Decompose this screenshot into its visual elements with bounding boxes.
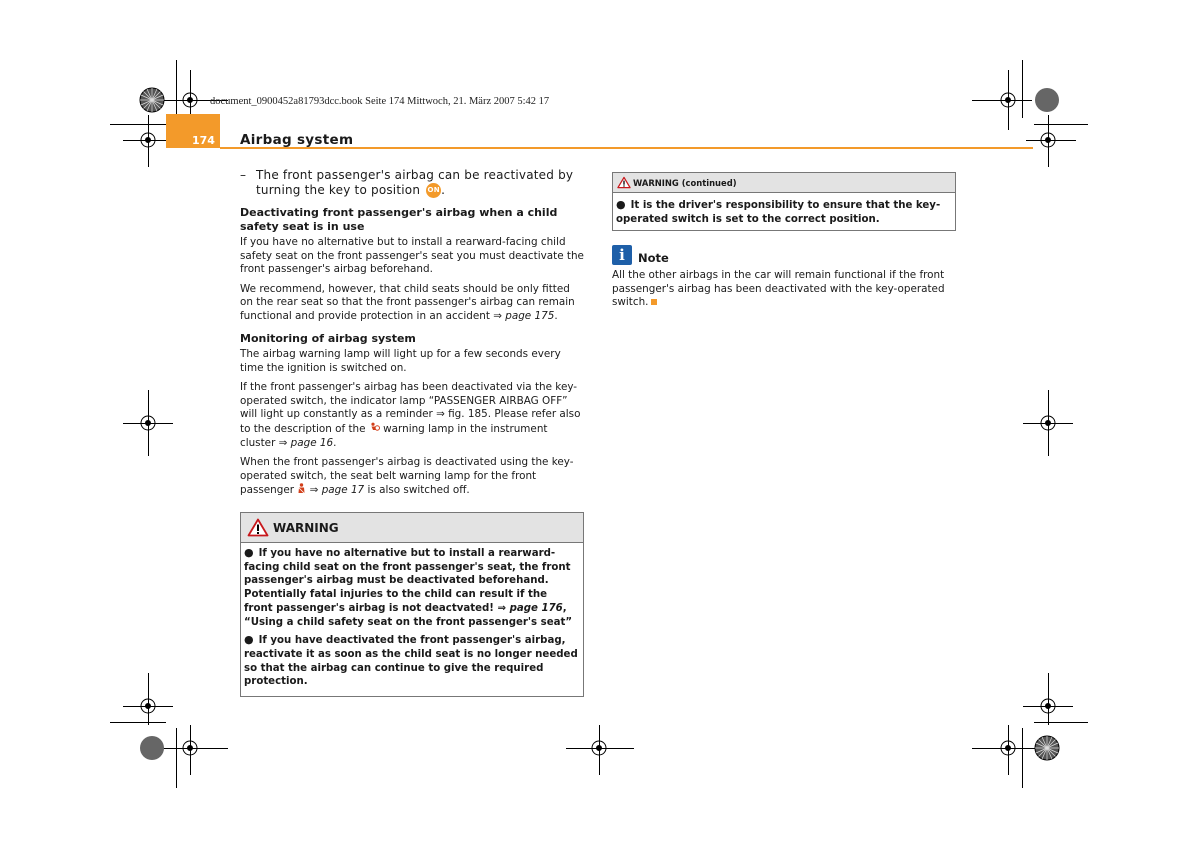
info-icon: i	[612, 245, 632, 265]
note-text	[612, 269, 956, 310]
paragraph	[240, 456, 584, 498]
paragraph-end: is also switched off.	[367, 484, 470, 497]
warning-continued-label: WARNING (continued)	[633, 178, 737, 188]
page-reference-link[interactable]: page 16	[290, 436, 334, 449]
warning-text: If you have deactivated the front passenger's airbag, reactivate it as soon as the child seat is no longer needed so that the airbag can continue to give the required protection.	[244, 635, 578, 688]
registration-mark-icon	[1001, 93, 1015, 107]
registration-mark-icon	[1041, 699, 1055, 713]
color-wheel-icon	[1035, 88, 1059, 112]
registration-mark-icon	[592, 741, 606, 755]
registration-mark-icon	[141, 133, 155, 147]
registration-mark-icon	[1041, 133, 1055, 147]
paragraph	[240, 283, 584, 324]
page-reference-link[interactable]: page 17	[321, 484, 365, 497]
paragraph-text: We recommend, however, that child seats should be only fitted on the rear seat so that the front passenger's airbag can remain functional and provide protection in an accident ⇒	[240, 282, 575, 322]
warning-continued-box	[612, 172, 956, 231]
registration-mark-icon	[141, 416, 155, 430]
paragraph-text: ⇒	[309, 484, 319, 497]
paragraph	[240, 381, 584, 450]
warning-text: If you have no alternative but to install a rearward-facing child seat on the front passenger's seat, the front passenger's airbag must be deactivated beforehand. Potentially fatal injuries to the child can result if the front passenger's airbag is not deactvated! ⇒	[244, 548, 571, 614]
warning-item	[244, 546, 579, 629]
warning-continued-body	[613, 193, 955, 230]
note-paragraph: All the other airbags in the car will remain functional if the front passenger's airbag has been deactivated with the key-operated switch.	[612, 269, 945, 309]
warning-item	[616, 198, 952, 226]
warning-header	[241, 513, 583, 543]
page-reference-link[interactable]: page 175	[505, 309, 555, 322]
warning-text-end: , “Using a child safety seat on the front passenger's seat”	[244, 602, 573, 628]
paragraph-end: .	[333, 436, 337, 449]
list-dash: –	[240, 168, 247, 182]
file-info: document_0900452a81793dcc.book Seite 174 Mittwoch, 21. März 2007 5:42 17	[210, 96, 550, 107]
color-wheel-icon	[140, 88, 164, 112]
left-column	[240, 168, 584, 697]
airbag-warning-icon	[369, 422, 380, 433]
registration-mark-icon	[1041, 416, 1055, 430]
paragraph-end: .	[554, 309, 558, 322]
warning-triangle-icon	[247, 518, 269, 537]
registration-mark-icon	[183, 741, 197, 755]
warning-label: WARNING	[273, 521, 339, 535]
color-wheel-icon	[1035, 736, 1059, 760]
heading-deactivating: Deactivating front passenger's airbag when a child safety seat is in use	[240, 206, 558, 233]
paragraph-text: If the front passenger's airbag has been deactivated via the key-operated switch, the indicator lamp “PASSENGER AIRBAG OFF” will light up constantly as a reminder ⇒ fig. 185. Please refer also to the description of the	[240, 381, 581, 436]
paragraph-text: When the front passenger's airbag is deactivated using the key-operated switch, the seat belt warning lamp for the front passenger	[240, 456, 574, 497]
paragraph: If you have no alternative but to install a rearward-facing child safety seat on the front passenger's seat you must deactivate the front passenger's airbag beforehand.	[240, 236, 584, 276]
end-marker-icon	[651, 299, 657, 305]
right-column	[612, 172, 956, 310]
note-label: Note	[638, 251, 669, 266]
bullet: ●	[244, 546, 254, 559]
list-item-end: .	[441, 183, 446, 197]
on-key-icon: ON	[426, 183, 441, 198]
list-item	[240, 168, 584, 198]
list-item-text: The front passenger's airbag can be reactivated by turning the key to position	[256, 168, 574, 197]
section-title: Airbag system	[240, 132, 354, 148]
page-number: 174	[192, 134, 215, 147]
bullet: ●	[244, 633, 254, 647]
bullet: ●	[616, 198, 626, 211]
registration-mark-icon	[1001, 741, 1015, 755]
warning-triangle-icon	[617, 176, 631, 189]
warning-text: It is the driver's responsibility to ensure that the key-operated switch is set to the correct position.	[616, 200, 941, 225]
warning-body	[241, 543, 583, 696]
warning-continued-header	[613, 173, 955, 193]
color-wheel-icon	[140, 736, 164, 760]
seatbelt-warning-icon	[297, 483, 306, 495]
warning-item	[244, 633, 579, 689]
warning-box	[240, 512, 584, 697]
registration-mark-icon	[183, 93, 197, 107]
paragraph: The airbag warning lamp will light up for a few seconds every time the ignition is switched on.	[240, 348, 561, 374]
heading-monitoring: Monitoring of airbag system	[240, 331, 416, 345]
paragraph-text: warning lamp in the instrument cluster ⇒	[240, 423, 548, 449]
registration-mark-icon	[141, 699, 155, 713]
page-reference-link[interactable]: page 176	[509, 602, 563, 614]
page-number-tab	[166, 114, 220, 148]
note-header	[612, 245, 956, 269]
